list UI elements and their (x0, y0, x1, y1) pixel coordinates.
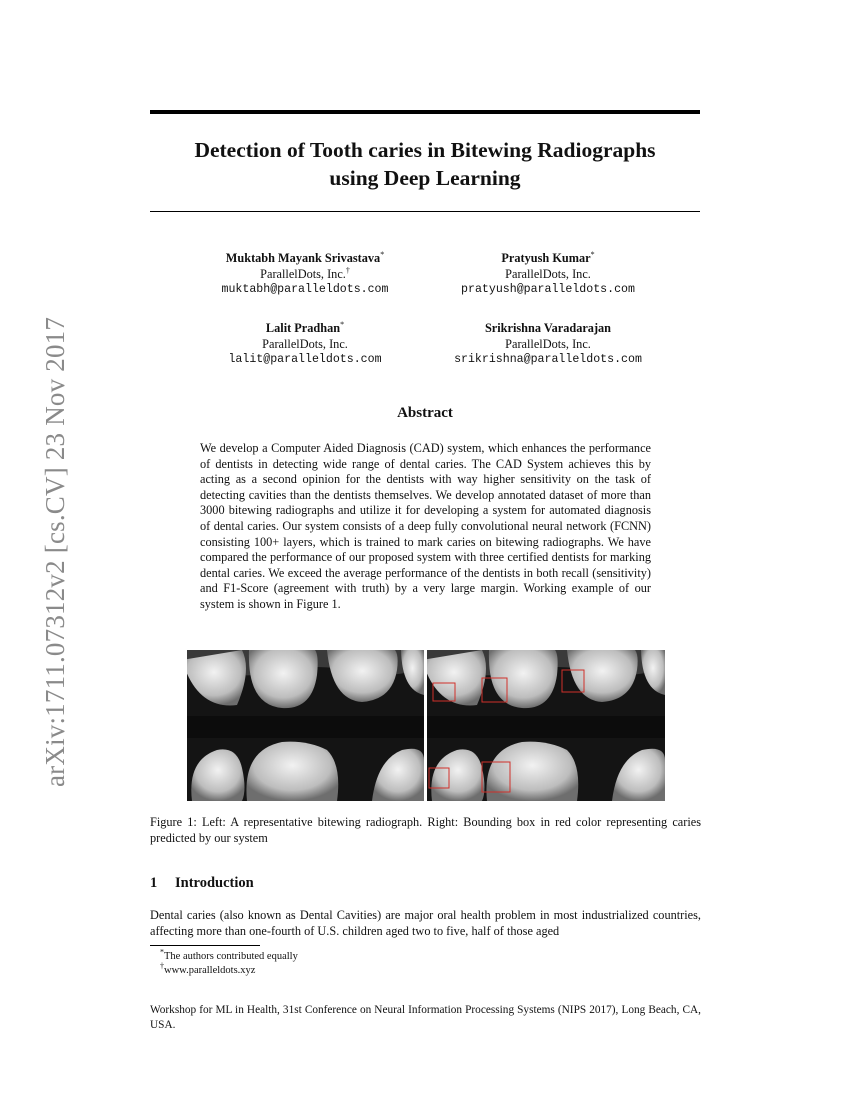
author-mark: * (380, 249, 385, 259)
author-email[interactable]: srikrishna@paralleldots.com (454, 353, 642, 366)
paper-title (150, 136, 700, 192)
author-block-1 (190, 250, 420, 298)
abstract-text: We develop a Computer Aided Diagnosis (CAD) system, which enhances the performance of dentists in detecting wide range of dental caries. The CAD System achieves this by acting as a second opinion for the dentists with way higher sensitivity on the task of detecting cavities than the dentists themselves. We develop annotated dataset of more than 3000 bitewing radiographs and utilize it for developing a system for automated diagnosis of dental caries. Our system consists of a deep fully convolutional neural network (FCNN) consisting 100+ layers, which is trained to mark caries on bitewing radiographs. We have compared the performance of our proposed system with three certified dentists for marking dental caries. We exceed the average performance of the dentists in both recall (sensitivity) and F1-Score (agreement with truth) by a very large margin. Working example of our system is shown in Figure 1. (200, 441, 651, 611)
author-affiliation: ParallelDots, Inc. (505, 337, 591, 351)
author-email[interactable]: muktabh@paralleldots.com (221, 283, 389, 296)
footnote-text: The authors contributed equally (164, 951, 298, 962)
section-title: Introduction (175, 875, 254, 891)
figure-caption: Figure 1: Left: A representative bitewing radiograph. Right: Bounding box in red color representing caries predicted by our system (150, 815, 701, 845)
intro-paragraph: Dental caries (also known as Dental Cavities) are major oral health problem in most industrialized countries, affecting more than one-fourth of U.S. children aged two to five, half of those aged (150, 908, 701, 938)
author-name: Pratyush Kumar (501, 251, 591, 265)
title-line-1: Detection of Tooth caries in Bitewing Radiographs (194, 138, 656, 162)
footnote-2 (160, 961, 256, 977)
author-block-2 (433, 250, 663, 298)
author-affiliation: ParallelDots, Inc. (260, 267, 346, 281)
radiograph-right-predicted (427, 650, 665, 801)
footnote-mark: * (160, 947, 164, 957)
author-email[interactable]: lalit@paralleldots.com (228, 353, 382, 366)
radiograph-left (187, 650, 424, 801)
author-name: Lalit Pradhan (265, 321, 341, 335)
affiliation-mark: † (345, 265, 350, 275)
author-name: Muktabh Mayank Srivastava (225, 251, 381, 265)
author-affiliation: ParallelDots, Inc. (505, 267, 591, 281)
title-line-2: using Deep Learning (329, 166, 521, 190)
footnote-text[interactable]: www.paralleldots.xyz (164, 965, 256, 976)
venue-note: Workshop for ML in Health, 31st Conference on Neural Information Processing Systems (NIPS 2017), Long Beach, CA, USA. (150, 1004, 701, 1031)
author-mark: * (340, 319, 345, 329)
author-mark: * (590, 249, 595, 259)
arxiv-stamp: arXiv:1711.07312v2 [cs.CV] 23 Nov 2017 (40, 316, 70, 787)
title-bottom-rule (150, 211, 700, 212)
author-name: Srikrishna Varadarajan (484, 321, 612, 335)
author-block-4 (433, 320, 663, 368)
title-top-rule (150, 110, 700, 114)
author-block-3 (190, 320, 420, 368)
section-number: 1 (150, 875, 158, 891)
footnote-rule (150, 945, 260, 946)
abstract-heading: Abstract (397, 405, 453, 421)
author-email[interactable]: pratyush@paralleldots.com (461, 283, 635, 296)
footnote-mark: † (160, 961, 164, 971)
section-heading (150, 875, 254, 892)
author-affiliation: ParallelDots, Inc. (262, 337, 348, 351)
footnote-1 (160, 947, 298, 963)
